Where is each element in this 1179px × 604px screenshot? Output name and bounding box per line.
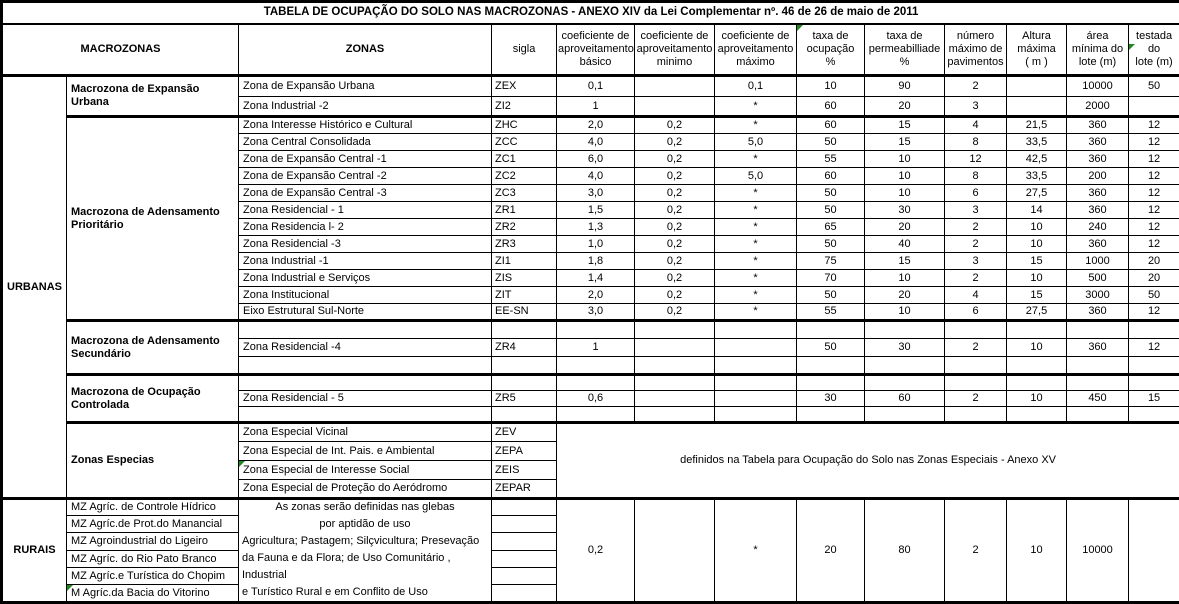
cell-value: 6,0	[557, 151, 635, 168]
cell-value: 5,0	[715, 168, 797, 185]
cell-value: 27,5	[1007, 304, 1067, 321]
cell-value: 360	[1067, 151, 1129, 168]
cell-value: 14	[1007, 202, 1067, 219]
cell-value: 20	[865, 97, 945, 117]
cell-value: 0,1	[557, 76, 635, 97]
cell-value: 55	[797, 151, 865, 168]
cell-value: 2	[945, 391, 1007, 407]
cell-value: 200	[1067, 168, 1129, 185]
cell-value: 3	[945, 97, 1007, 117]
cell-sigla	[492, 516, 557, 533]
cell-value: 2,0	[557, 287, 635, 304]
header-taxa-ocupacao	[797, 24, 865, 76]
cell-value	[715, 407, 797, 423]
cell-value: 0,2	[635, 168, 715, 185]
cell-sigla: ZEX	[492, 76, 557, 97]
cell-value: 10	[1007, 339, 1067, 357]
cell-value	[715, 321, 797, 339]
cell-value: 5,0	[715, 134, 797, 151]
cell-sigla: ZR5	[492, 391, 557, 407]
header-sigla: sigla	[492, 24, 557, 76]
cell-zona: Zona Residencial -4	[239, 339, 492, 357]
cell-sigla: ZR2	[492, 219, 557, 236]
cell-value: 1,8	[557, 253, 635, 270]
cell-zona: Zona Residencial -3	[239, 236, 492, 253]
cell-value: 0,2	[635, 185, 715, 202]
cell-value: 12	[1129, 117, 1179, 134]
table-row	[2, 321, 1179, 339]
cell-value: 60	[797, 117, 865, 134]
cell-value: 60	[797, 97, 865, 117]
cell-sigla: EE-SN	[492, 304, 557, 321]
cell-sigla: ZR1	[492, 202, 557, 219]
cell-value: 4	[945, 287, 1007, 304]
cell-value: 1,4	[557, 270, 635, 287]
cell-sigla: ZCC	[492, 134, 557, 151]
cell-value	[635, 357, 715, 375]
cell-value: *	[715, 117, 797, 134]
cell-value	[715, 391, 797, 407]
cell-value: 10	[865, 151, 945, 168]
cell-value: 3	[945, 253, 1007, 270]
header-area-minima: área mínima do lote (m)	[1067, 24, 1129, 76]
cell-value: 60	[865, 391, 945, 407]
cell-value: 50	[797, 287, 865, 304]
rural-macrozona-cell	[67, 585, 239, 603]
cell-value: 10	[1007, 236, 1067, 253]
cell-zona-label: Zona Especial de Interesse Social	[243, 464, 409, 476]
table-row	[2, 375, 1179, 391]
header-coef-maximo: coeficiente de aproveitamento máximo	[715, 24, 797, 76]
cell-value: 10	[865, 304, 945, 321]
cell-value	[1007, 97, 1067, 117]
cell-value: 4,0	[557, 168, 635, 185]
cell-value	[557, 407, 635, 423]
cell-value: 1,5	[557, 202, 635, 219]
cell-value	[1007, 357, 1067, 375]
cell-value	[1129, 321, 1179, 339]
cell-value: 360	[1067, 134, 1129, 151]
cell-value: 2	[945, 219, 1007, 236]
cell-value	[635, 97, 715, 117]
cell-sigla: ZI1	[492, 253, 557, 270]
cell-value: 10	[1007, 219, 1067, 236]
header-testada	[1129, 24, 1179, 76]
cell-value: 42,5	[1007, 151, 1067, 168]
cell-sigla: ZC1	[492, 151, 557, 168]
cell-zona	[239, 461, 492, 480]
cell-value: *	[715, 287, 797, 304]
cell-value: 3	[945, 202, 1007, 219]
cell-zona	[239, 321, 492, 339]
cell-sigla: ZR3	[492, 236, 557, 253]
macrozona-cell: Macrozona de Expansão Urbana	[67, 76, 239, 117]
cell-value	[1129, 499, 1179, 603]
cell-zona: Zona Institucional	[239, 287, 492, 304]
cell-zona: Zona de Expansão Central -3	[239, 185, 492, 202]
cell-sigla	[492, 407, 557, 423]
cell-value	[797, 357, 865, 375]
cell-value: 50	[797, 185, 865, 202]
cell-value: 12	[1129, 168, 1179, 185]
cell-value: 30	[797, 391, 865, 407]
cell-zona: Zona de Expansão Central -1	[239, 151, 492, 168]
cell-value: 50	[1129, 287, 1179, 304]
cell-value: 20	[865, 287, 945, 304]
cell-value	[715, 357, 797, 375]
cell-value: 12	[1129, 236, 1179, 253]
cell-value: 12	[1129, 219, 1179, 236]
cell-value: 30	[865, 202, 945, 219]
cell-sigla: ZEIS	[492, 461, 557, 480]
cell-value	[635, 499, 715, 603]
cell-value: *	[715, 236, 797, 253]
cell-value	[1129, 375, 1179, 391]
cell-value: 40	[865, 236, 945, 253]
cell-value: 1,0	[557, 236, 635, 253]
especiais-note-cell: definidos na Tabela para Ocupação do Solo nas Zonas Especiais - Anexo XV	[557, 423, 1179, 499]
cell-flag-icon	[797, 25, 803, 31]
rural-zona-note: As zonas serão definidas nas glebas	[239, 499, 492, 516]
cell-value: 0,2	[635, 117, 715, 134]
cell-value: 10	[1007, 391, 1067, 407]
rural-macrozona-cell: MZ Agríc.de Prot.do Manancial	[67, 516, 239, 533]
cell-value: 360	[1067, 339, 1129, 357]
cell-value: 0,2	[635, 236, 715, 253]
cell-value: 2000	[1067, 97, 1129, 117]
cell-value: 3,0	[557, 185, 635, 202]
cell-value: 10	[865, 270, 945, 287]
cell-value: 0,2	[635, 202, 715, 219]
rural-macrozona-cell: MZ Agríc. do Rio Pato Branco	[67, 551, 239, 568]
cell-sigla: ZEPAR	[492, 480, 557, 499]
cell-value	[865, 375, 945, 391]
cell-value: 20	[1129, 253, 1179, 270]
cell-value: 27,5	[1007, 185, 1067, 202]
cell-value: 15	[1007, 253, 1067, 270]
cell-value: 240	[1067, 219, 1129, 236]
table-row	[2, 76, 1179, 97]
header-macrozonas: MACROZONAS	[2, 24, 239, 76]
cell-value: 0,2	[635, 151, 715, 168]
cell-value: 10	[865, 185, 945, 202]
cell-zona: Zona Central Consolidada	[239, 134, 492, 151]
cell-value	[865, 407, 945, 423]
cell-value: *	[715, 185, 797, 202]
cell-value: 10	[1007, 499, 1067, 603]
cell-value	[797, 407, 865, 423]
cell-value	[865, 357, 945, 375]
cell-value: 6	[945, 185, 1007, 202]
cell-value: 2	[945, 76, 1007, 97]
cell-value: 450	[1067, 391, 1129, 407]
rural-macrozona-cell: MZ Agríc.e Turística do Chopim	[67, 568, 239, 585]
cell-zona: Zona Residencial - 1	[239, 202, 492, 219]
cell-sigla	[492, 321, 557, 339]
cell-value	[945, 357, 1007, 375]
cell-value: 360	[1067, 304, 1129, 321]
cell-value: 33,5	[1007, 168, 1067, 185]
cell-value	[797, 375, 865, 391]
header-testada-label: testada do lote (m)	[1135, 30, 1172, 68]
cell-value: 1000	[1067, 253, 1129, 270]
cell-value: 3000	[1067, 287, 1129, 304]
cell-sigla	[492, 568, 557, 585]
cell-value: 20	[1129, 270, 1179, 287]
cell-value: 15	[1007, 287, 1067, 304]
cell-value	[557, 321, 635, 339]
cell-flag-icon	[67, 585, 73, 591]
cell-value: 360	[1067, 185, 1129, 202]
cell-sigla: ZEPA	[492, 442, 557, 461]
cell-value: 80	[865, 499, 945, 603]
cell-value: *	[715, 304, 797, 321]
cell-value: 360	[1067, 236, 1129, 253]
cell-value: 30	[865, 339, 945, 357]
rural-macrozona-cell: MZ Agríc. de Controle Hídrico	[67, 499, 239, 516]
cell-value	[1129, 407, 1179, 423]
macrozona-cell: Macrozona de Ocupação Controlada	[67, 375, 239, 423]
cell-value: 8	[945, 134, 1007, 151]
cell-zona: Eixo Estrutural Sul-Norte	[239, 304, 492, 321]
cell-value: 1,3	[557, 219, 635, 236]
cell-value	[1007, 321, 1067, 339]
cell-value: 15	[865, 253, 945, 270]
cell-value: 0,1	[715, 76, 797, 97]
cell-flag-icon	[1129, 44, 1135, 50]
cell-flag-icon	[239, 461, 245, 467]
header-altura-maxima: Altura máxima ( m )	[1007, 24, 1067, 76]
cell-zona: Zona Especial de Proteção do Aeródromo	[239, 480, 492, 499]
cell-sigla: ZC3	[492, 185, 557, 202]
cell-value: 0,2	[635, 270, 715, 287]
cell-zona	[239, 375, 492, 391]
cell-value: 20	[797, 499, 865, 603]
table-row	[2, 117, 1179, 134]
cell-value	[797, 321, 865, 339]
cell-value: 15	[865, 134, 945, 151]
macrozona-cell: Macrozona de Adensamento Secundário	[67, 321, 239, 375]
title-row	[2, 2, 1179, 24]
cell-value	[635, 375, 715, 391]
cell-zona: Zona Interesse Histórico e Cultural	[239, 117, 492, 134]
cell-value: 75	[797, 253, 865, 270]
macrozona-cell: Macrozona de Adensamento Prioritário	[67, 117, 239, 321]
cell-sigla	[492, 533, 557, 551]
cell-value	[635, 407, 715, 423]
cell-value	[1129, 97, 1179, 117]
rural-zona-note: por aptidão de uso	[239, 516, 492, 533]
cell-value	[1007, 76, 1067, 97]
cell-value: 0,2	[635, 304, 715, 321]
cell-zona: Zona Especial Vicinal	[239, 423, 492, 442]
header-zonas: ZONAS	[239, 24, 492, 76]
cell-zona: Zona Industrial -1	[239, 253, 492, 270]
cell-value: 12	[1129, 339, 1179, 357]
table-row	[2, 423, 1179, 442]
cell-value	[557, 357, 635, 375]
cell-value: 50	[1129, 76, 1179, 97]
cell-zona: Zona Residencial - 5	[239, 391, 492, 407]
cell-value: *	[715, 97, 797, 117]
cell-value	[1067, 407, 1129, 423]
cell-value	[865, 321, 945, 339]
cell-zona: Zona Especial de Int. Pais. e Ambiental	[239, 442, 492, 461]
cell-value: 500	[1067, 270, 1129, 287]
cell-zona	[239, 407, 492, 423]
header-coef-minimo: coeficiente de aproveitamento minimo	[635, 24, 715, 76]
cell-zona: Zona Industrial e Serviços	[239, 270, 492, 287]
cell-value: 15	[865, 117, 945, 134]
cell-value	[635, 339, 715, 357]
cell-value: *	[715, 202, 797, 219]
cell-value: 10000	[1067, 76, 1129, 97]
cell-sigla: ZIS	[492, 270, 557, 287]
cell-value: 33,5	[1007, 134, 1067, 151]
table-row	[2, 499, 1179, 516]
header-taxa-permeabilidade: taxa de permeabilliade %	[865, 24, 945, 76]
cell-value: 2,0	[557, 117, 635, 134]
cell-sigla	[492, 551, 557, 568]
cell-value: 10	[865, 168, 945, 185]
cell-value	[1129, 357, 1179, 375]
cell-value: 2	[945, 339, 1007, 357]
group-label-urbanas: URBANAS	[2, 76, 67, 499]
cell-value: 50	[797, 202, 865, 219]
cell-sigla: ZEV	[492, 423, 557, 442]
cell-value	[945, 407, 1007, 423]
header-coef-basico: coeficiente de aproveitamento básico	[557, 24, 635, 76]
cell-value: 8	[945, 168, 1007, 185]
cell-value: 65	[797, 219, 865, 236]
cell-value	[1007, 407, 1067, 423]
cell-value: 0,2	[635, 219, 715, 236]
cell-value	[715, 339, 797, 357]
cell-zona: Zona de Expansão Urbana	[239, 76, 492, 97]
cell-value	[945, 321, 1007, 339]
cell-zona: Zona Residencia l- 2	[239, 219, 492, 236]
cell-sigla	[492, 585, 557, 603]
cell-value: 0,2	[635, 287, 715, 304]
cell-sigla: ZHC	[492, 117, 557, 134]
cell-value: 90	[865, 76, 945, 97]
cell-value: 2	[945, 499, 1007, 603]
cell-value: 50	[797, 339, 865, 357]
cell-value	[715, 375, 797, 391]
cell-value: 4	[945, 117, 1007, 134]
cell-value: *	[715, 270, 797, 287]
cell-value: 0,2	[635, 134, 715, 151]
cell-value: 21,5	[1007, 117, 1067, 134]
cell-value: 1	[557, 97, 635, 117]
cell-value	[945, 375, 1007, 391]
cell-value: 0,2	[557, 499, 635, 603]
cell-zona	[239, 357, 492, 375]
cell-sigla	[492, 375, 557, 391]
cell-value	[557, 375, 635, 391]
cell-value: 50	[797, 236, 865, 253]
cell-value: 12	[945, 151, 1007, 168]
cell-value: 10000	[1067, 499, 1129, 603]
cell-value: 70	[797, 270, 865, 287]
cell-value: 10	[1007, 270, 1067, 287]
cell-zona: Zona de Expansão Central -2	[239, 168, 492, 185]
cell-value: 1	[557, 339, 635, 357]
cell-value	[635, 391, 715, 407]
cell-value: 360	[1067, 202, 1129, 219]
cell-value: 10	[797, 76, 865, 97]
table-title: TABELA DE OCUPAÇÃO DO SOLO NAS MACROZONAS - ANEXO XIV da Lei Complementar nº. 46 de 26 de maio de 2011	[2, 2, 1179, 24]
cell-value	[1067, 321, 1129, 339]
cell-value: 12	[1129, 185, 1179, 202]
cell-value: 360	[1067, 117, 1129, 134]
header-num-pavimentos: número máximo de pavimentos	[945, 24, 1007, 76]
cell-value: 2	[945, 236, 1007, 253]
cell-value	[635, 321, 715, 339]
header-row	[2, 24, 1179, 76]
cell-value: *	[715, 253, 797, 270]
cell-zona: Zona Industrial -2	[239, 97, 492, 117]
cell-value: 12	[1129, 304, 1179, 321]
cell-value	[1067, 375, 1129, 391]
cell-sigla: ZC2	[492, 168, 557, 185]
cell-value: 0,2	[635, 253, 715, 270]
cell-value: 12	[1129, 134, 1179, 151]
cell-value: 15	[1129, 391, 1179, 407]
cell-sigla: ZI2	[492, 97, 557, 117]
header-taxa-ocupacao-label: taxa de ocupação %	[807, 30, 855, 68]
macrozona-cell: Zonas Especias	[67, 423, 239, 499]
rural-macrozona-cell: MZ Agroindustrial do Ligeiro	[67, 533, 239, 551]
cell-value: 6	[945, 304, 1007, 321]
cell-value: *	[715, 151, 797, 168]
rural-macrozona-label: M Agríc.da Bacia do Vitorino	[71, 587, 210, 599]
cell-value	[1007, 375, 1067, 391]
cell-value: *	[715, 219, 797, 236]
cell-value: 0,6	[557, 391, 635, 407]
cell-value: 3,0	[557, 304, 635, 321]
cell-value: 4,0	[557, 134, 635, 151]
cell-value: 55	[797, 304, 865, 321]
cell-value: 12	[1129, 151, 1179, 168]
cell-sigla	[492, 357, 557, 375]
cell-value: *	[715, 499, 797, 603]
cell-value: 2	[945, 270, 1007, 287]
rural-zona-description: Agricultura; Pastagem; Silçvicultura; Presevação da Fauna e da Flora; de Uso Comunitário , Industrial e Turístico Rural e em Conflito de Uso	[239, 533, 492, 603]
cell-value	[635, 76, 715, 97]
group-label-rurais: RURAIS	[2, 499, 67, 603]
cell-sigla: ZR4	[492, 339, 557, 357]
cell-sigla	[492, 499, 557, 516]
cell-value: 12	[1129, 202, 1179, 219]
cell-sigla: ZIT	[492, 287, 557, 304]
cell-value: 50	[797, 134, 865, 151]
cell-value: 20	[865, 219, 945, 236]
cell-value	[1067, 357, 1129, 375]
cell-value: 60	[797, 168, 865, 185]
